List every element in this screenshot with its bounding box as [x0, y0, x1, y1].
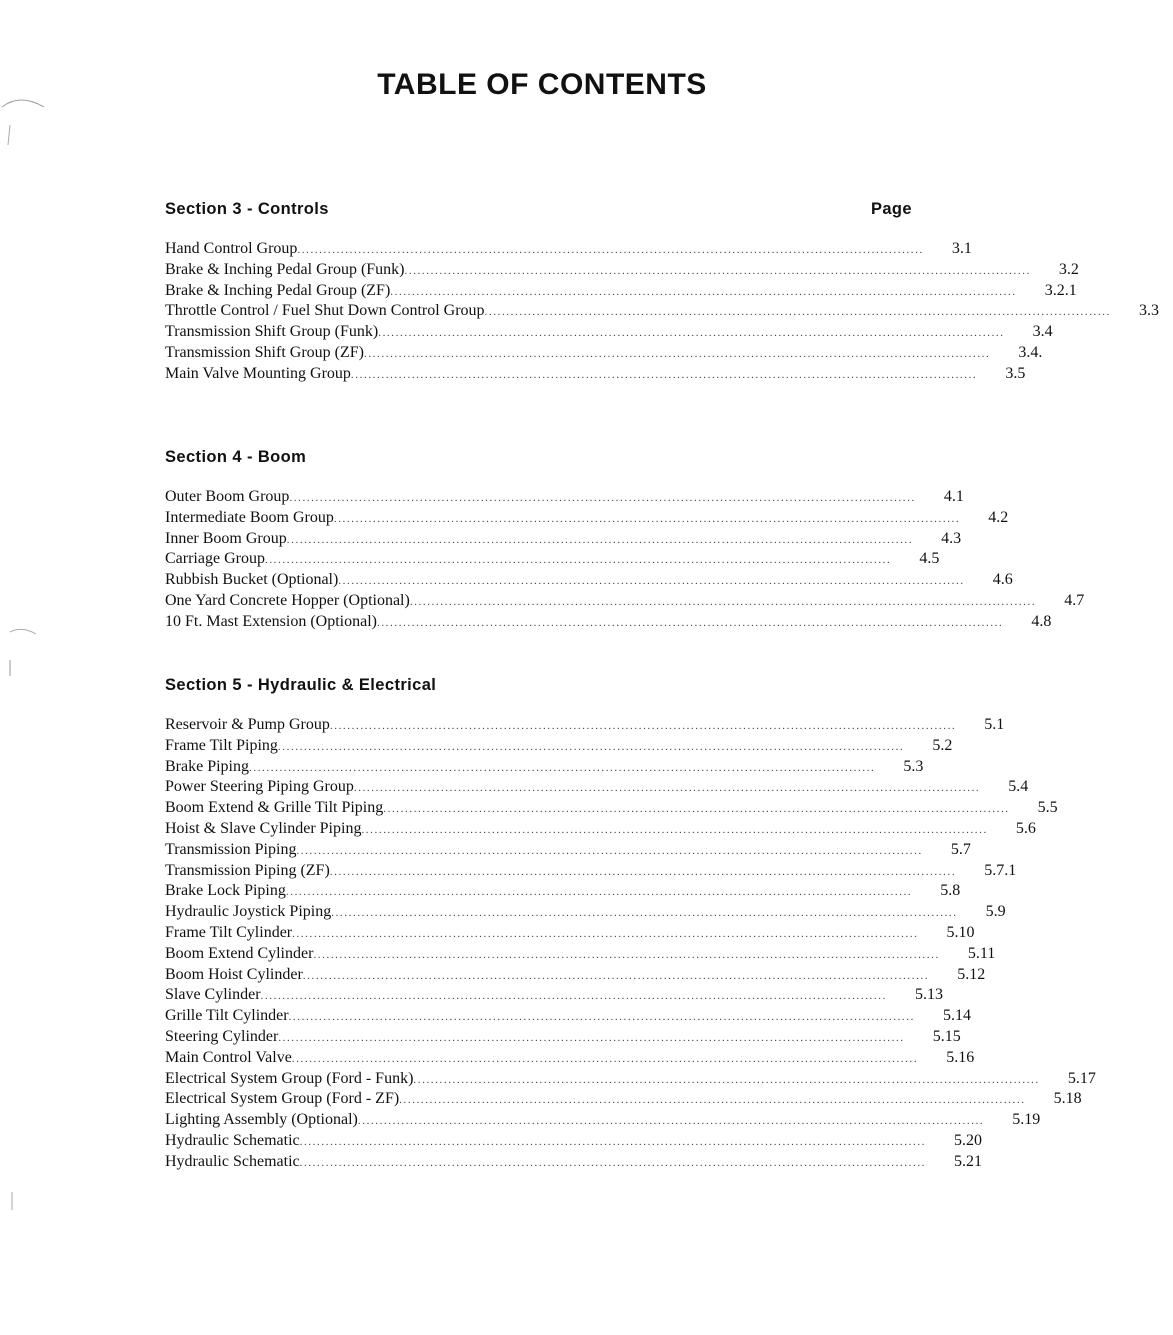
dot-leader: ................................................................................................................................................: [291, 1052, 919, 1065]
dot-leader: ................................................................................................................................................: [331, 907, 958, 920]
toc-entry: [165, 819, 1036, 841]
toc-entry-page: 4.6: [992, 571, 1013, 589]
dot-leader: ................................................................................................................................................: [264, 554, 892, 567]
toc-entry-page: 3.2.1: [1044, 281, 1077, 299]
dot-leader: ................................................................................................................................................: [390, 285, 1017, 298]
toc-list: [165, 240, 1159, 386]
dot-leader: ................................................................................................................................................: [333, 512, 961, 525]
toc-entry-page: 4.3: [941, 529, 962, 547]
dot-leader: ................................................................................................................................................: [353, 782, 981, 795]
toc-entry-page: 5.16: [946, 1048, 975, 1066]
toc-entry-page: 4.1: [943, 488, 964, 505]
toc-entry-page: 5.7: [950, 840, 971, 858]
dot-leader: ................................................................................................................................................: [286, 533, 914, 546]
toc-entry: [165, 343, 1043, 365]
toc-entry: [165, 364, 1026, 386]
dot-leader: ................................................................................................................................................: [292, 927, 919, 940]
section-heading: [165, 200, 920, 224]
dot-leader: ................................................................................................................................................: [378, 327, 1005, 340]
dot-leader: ................................................................................................................................................: [361, 823, 988, 836]
toc-entry: [165, 965, 986, 987]
toc-entry-label: Boom Extend Cylinder: [165, 944, 314, 962]
toc-entry: [165, 323, 1053, 344]
toc-entry-page: 5.4: [1008, 778, 1029, 796]
section-4: [165, 448, 1085, 634]
dot-leader: ................................................................................................................................................: [289, 492, 916, 504]
toc-entry-label: Electrical System Group (Ford - ZF): [165, 1090, 400, 1108]
toc-entry: [165, 923, 975, 945]
toc-entry-label: Slave Cylinder: [165, 986, 261, 1004]
toc-entry-label: Brake Lock Piping: [165, 882, 286, 900]
toc-list: [165, 488, 1085, 634]
dot-leader: ................................................................................................................................................: [329, 865, 957, 878]
toc-entry: [165, 1007, 971, 1028]
toc-entry-page: 4.8: [1031, 612, 1052, 630]
scan-mark: [0, 620, 40, 680]
toc-entry-page: 5.17: [1067, 1069, 1096, 1087]
toc-entry-label: Hydraulic Joystick Piping: [165, 903, 332, 921]
toc-entry-label: Brake Piping: [165, 757, 249, 775]
toc-entry-label: Hand Control Group: [165, 240, 298, 257]
toc-entry-label: Frame Tilt Cylinder: [165, 923, 293, 941]
toc-entry-label: Brake & Inching Pedal Group (ZF): [165, 281, 391, 299]
dot-leader: ................................................................................................................................................: [413, 1073, 1040, 1086]
toc-entry-label: Boom Extend & Grille Tilt Piping: [165, 799, 384, 817]
toc-entry-page: 5.19: [1012, 1111, 1041, 1129]
toc-entry-label: Hydraulic Schematic: [165, 1131, 300, 1149]
toc-entry-page: 5.1: [984, 716, 1005, 733]
page-column-label: Page: [870, 200, 912, 218]
toc-entry: [165, 944, 996, 966]
dot-leader: ................................................................................................................................................: [409, 595, 1037, 608]
dot-leader: ................................................................................................................................................: [249, 761, 876, 774]
toc-entry: [165, 1090, 1082, 1111]
toc-entry-page: 3.5: [1005, 364, 1026, 382]
toc-entry-page: 3.4: [1032, 323, 1053, 341]
section-title: Section 4 - Boom: [165, 448, 307, 466]
toc-entry-page: 5.9: [985, 903, 1006, 921]
toc-entry: [165, 799, 1058, 820]
toc-entry-page: 3.4.: [1018, 343, 1043, 361]
dot-leader: ................................................................................................................................................: [313, 948, 940, 961]
toc-entry-label: Brake & Inching Pedal Group (Funk): [165, 260, 405, 278]
dot-leader: ................................................................................................................................................: [297, 244, 924, 256]
dot-leader: ................................................................................................................................................: [288, 1011, 915, 1024]
toc-entry-label: Transmission Piping: [165, 840, 297, 858]
toc-entry-label: Carriage Group: [165, 550, 265, 568]
toc-entry-page: 5.2: [932, 736, 953, 754]
toc-entry-page: 5.8: [940, 882, 961, 900]
section-5: [165, 676, 1096, 1174]
section-title: Section 3 - Controls: [165, 200, 329, 218]
toc-entry: [165, 1048, 975, 1070]
toc-entry-page: 4.2: [988, 508, 1009, 526]
dot-leader: ................................................................................................................................................: [383, 803, 1010, 816]
toc-list: [165, 716, 1096, 1174]
toc-entry: [165, 1152, 983, 1174]
toc-entry-page: 5.3: [903, 757, 924, 775]
toc-entry-page: 3.2: [1058, 260, 1079, 278]
toc-entry-page: 5.12: [957, 965, 986, 983]
scan-mark: [0, 1188, 30, 1218]
toc-entry-page: 5.14: [942, 1007, 971, 1025]
dot-leader: ................................................................................................................................................: [350, 368, 978, 381]
toc-entry-label: Intermediate Boom Group: [165, 508, 334, 526]
toc-entry-label: Transmission Piping (ZF): [165, 861, 330, 879]
toc-entry-page: 5.5: [1037, 799, 1058, 817]
toc-entry: [165, 591, 1085, 613]
toc-entry-page: 5.21: [954, 1152, 983, 1170]
toc-entry: [165, 778, 1029, 799]
toc-entry: [165, 508, 1009, 530]
toc-entry-label: Electrical System Group (Ford - Funk): [165, 1069, 414, 1087]
toc-entry: [165, 840, 971, 862]
toc-entry: [165, 571, 1013, 592]
toc-entry-page: 5.20: [954, 1131, 983, 1149]
toc-entry-label: Lighting Assembly (Optional): [165, 1111, 358, 1129]
toc-entry-page: 4.7: [1064, 591, 1085, 609]
dot-leader: ................................................................................................................................................: [260, 990, 887, 1003]
toc-entry: [165, 281, 1077, 303]
toc-entry: [165, 716, 1005, 737]
toc-entry: [165, 861, 1017, 883]
toc-entry-page: 5.7.1: [984, 861, 1017, 879]
dot-leader: ................................................................................................................................................: [302, 969, 930, 982]
section-title: Section 5 - Hydraulic & Electrical: [165, 676, 437, 694]
toc-entry-label: Rubbish Bucket (Optional): [165, 571, 339, 589]
toc-entry-page: 5.15: [932, 1027, 961, 1045]
toc-entry: [165, 1111, 1041, 1132]
toc-entry-label: Hydraulic Schematic: [165, 1152, 300, 1170]
toc-entry: [165, 903, 1006, 924]
dot-leader: ................................................................................................................................................: [299, 1135, 927, 1148]
toc-entry-label: Transmission Shift Group (ZF): [165, 343, 364, 361]
toc-entry: [165, 260, 1079, 282]
dot-leader: ................................................................................................................................................: [484, 306, 1111, 319]
toc-entry-label: Frame Tilt Piping: [165, 736, 278, 754]
toc-entry: [165, 612, 1052, 634]
toc-entry: [165, 1069, 1096, 1091]
toc-entry-page: 5.6: [1015, 819, 1036, 837]
toc-entry-label: 10 Ft. Mast Extension (Optional): [165, 612, 377, 630]
toc-entry-label: Throttle Control / Fuel Shut Down Control Group: [165, 302, 485, 320]
toc-entry-page: 4.5: [919, 550, 940, 568]
dot-leader: ................................................................................................................................................: [299, 1156, 927, 1169]
toc-entry-label: Hoist & Slave Cylinder Piping: [165, 819, 362, 837]
toc-entry-label: Reservoir & Pump Group: [165, 716, 330, 733]
toc-entry: [165, 757, 924, 779]
toc-entry-label: Steering Cylinder: [165, 1027, 279, 1045]
toc-entry: [165, 986, 943, 1007]
dot-leader: ................................................................................................................................................: [277, 740, 905, 753]
dot-leader: ................................................................................................................................................: [329, 720, 957, 732]
dot-leader: ................................................................................................................................................: [357, 1115, 985, 1128]
toc-entry: [165, 882, 961, 903]
dot-leader: ................................................................................................................................................: [376, 616, 1004, 629]
toc-entry: [165, 529, 962, 551]
page-title: TABLE OF CONTENTS: [377, 68, 707, 101]
toc-entry-label: Transmission Shift Group (Funk): [165, 323, 379, 341]
toc-entry-label: One Yard Concrete Hopper (Optional): [165, 591, 410, 609]
toc-entry: [165, 736, 953, 758]
toc-entry-label: Boom Hoist Cylinder: [165, 965, 303, 983]
dot-leader: ................................................................................................................................................: [278, 1031, 905, 1044]
toc-entry-label: Power Steering Piping Group: [165, 778, 354, 796]
toc-entry-label: Main Valve Mounting Group: [165, 364, 351, 382]
dot-leader: ................................................................................................................................................: [338, 575, 965, 588]
section-3: [165, 200, 1159, 386]
toc-entry: [165, 488, 964, 509]
toc-entry-label: Grille Tilt Cylinder: [165, 1007, 289, 1025]
toc-entry-page: 3.3: [1138, 302, 1159, 320]
toc-entry-label: Main Control Valve: [165, 1048, 292, 1066]
dot-leader: ................................................................................................................................................: [285, 886, 913, 899]
toc-entry: [165, 1131, 983, 1153]
dot-leader: ................................................................................................................................................: [296, 844, 923, 857]
section-heading: [165, 448, 920, 472]
toc-entry-page: 5.18: [1053, 1090, 1082, 1108]
toc-entry-page: 5.13: [914, 986, 943, 1004]
dot-leader: ................................................................................................................................................: [404, 264, 1031, 277]
section-heading: [165, 676, 920, 700]
dot-leader: ................................................................................................................................................: [399, 1094, 1026, 1107]
dot-leader: ................................................................................................................................................: [363, 347, 991, 360]
toc-entry-label: Inner Boom Group: [165, 529, 287, 547]
toc-entry-page: 5.11: [967, 944, 996, 962]
toc-entry: [165, 550, 940, 571]
toc-entry: [165, 1027, 961, 1049]
toc-entry-label: Outer Boom Group: [165, 488, 290, 505]
toc-entry-page: 5.10: [946, 923, 975, 941]
toc-entry: [165, 302, 1159, 323]
toc-entry-page: 3.1: [951, 240, 972, 257]
toc-entry: [165, 240, 972, 261]
